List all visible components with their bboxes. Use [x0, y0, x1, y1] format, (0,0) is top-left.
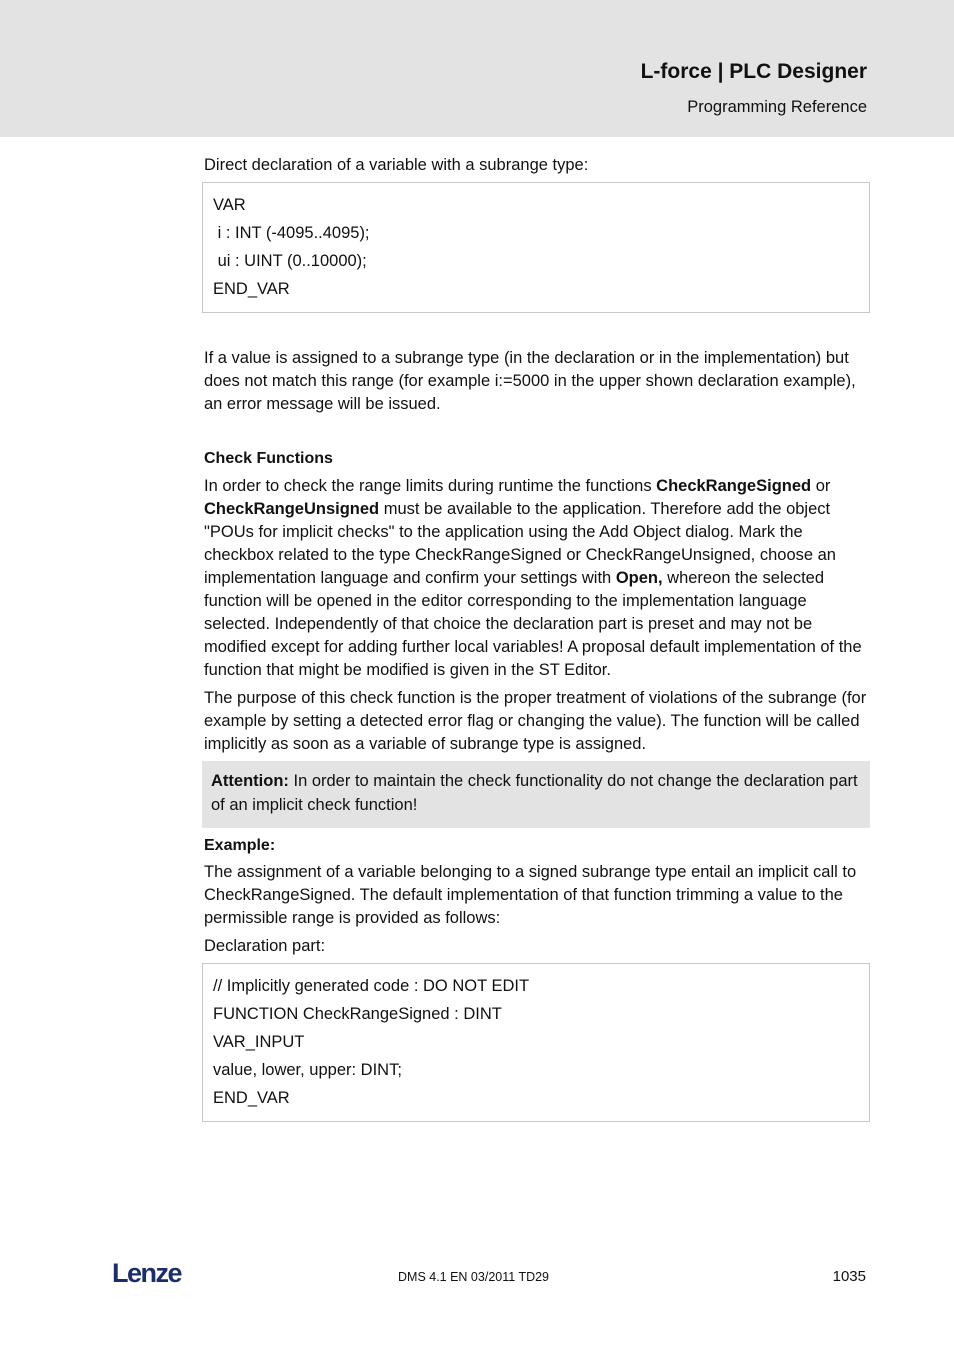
text-run: In order to check the range limits during runtime the functions [204, 477, 657, 495]
document-subtitle: Programming Reference [687, 98, 867, 116]
attention-box [202, 761, 870, 828]
intro-text: Direct declaration of a variable with a subrange type: [204, 156, 589, 174]
code-line: value, lower, upper: DINT; [213, 1061, 402, 1079]
page-header [0, 0, 954, 137]
code-line: VAR [213, 196, 246, 214]
code-block-check-function [202, 963, 870, 1122]
bold-term: Open, [615, 569, 663, 587]
example-heading: Example: [204, 837, 276, 854]
page-number: 1035 [832, 1268, 866, 1285]
check-functions-paragraph-2: The purpose of this check function is the proper treatment of violations of the subrange (for example by setting a detected error flag or changing the value). The function will be called implicitly as soon as a variable of subrange type is assigned. [204, 689, 867, 753]
check-functions-heading: Check Functions [204, 450, 333, 467]
attention-label: Attention: [211, 772, 289, 790]
subrange-paragraph: If a value is assigned to a subrange type (in the declaration or in the implementation) but does not match this range (for example i:=5000 in the upper shown declaration example), an error message will be issued. [204, 349, 856, 413]
code-block-var-declaration [202, 182, 870, 313]
code-line: // Implicitly generated code : DO NOT EDIT [213, 977, 530, 995]
bold-term: CheckRangeUnsigned [204, 500, 380, 518]
bold-term: CheckRangeSigned [656, 477, 812, 495]
main-content [204, 154, 870, 1122]
declaration-part-label: Declaration part: [204, 937, 326, 955]
check-functions-paragraph-1 [204, 475, 870, 682]
code-line: END_VAR [213, 280, 290, 298]
text-run: or [811, 477, 831, 495]
attention-text: In order to maintain the check functionality do not change the declaration part of an implicit check function! [211, 772, 858, 814]
text-run: whereon the selected function will be opened in the editor corresponding to the implementation language selected. Independently of that choice the declaration part is preset and may not be modified except for adding further local variables! A proposal default implementation of the function that might be modified is given in the ST Editor. [204, 569, 862, 679]
code-line: ui : UINT (0..10000); [213, 252, 367, 270]
code-line: VAR_INPUT [213, 1033, 305, 1051]
example-paragraph: The assignment of a variable belonging to a signed subrange type entail an implicit call to CheckRangeSigned. The default implementation of that function trimming a value to the permissible range is provided as follows: [204, 863, 857, 927]
lenze-logo: Lenze [112, 1258, 182, 1288]
code-line: FUNCTION CheckRangeSigned : DINT [213, 1005, 502, 1023]
document-id: DMS 4.1 EN 03/2011 TD29 [398, 1270, 550, 1284]
code-line: i : INT (-4095..4095); [213, 224, 370, 242]
code-line: END_VAR [213, 1089, 290, 1107]
document-title: L-force | PLC Designer [640, 60, 867, 83]
text-run: must be available to the application. Therefore add the object "POUs for implicit checks" to the application using the Add Object dialog. Mark the checkbox related to the type CheckRangeSigned or CheckRangeUnsigned, choose an implementation language and confirm your settings with [204, 500, 836, 587]
